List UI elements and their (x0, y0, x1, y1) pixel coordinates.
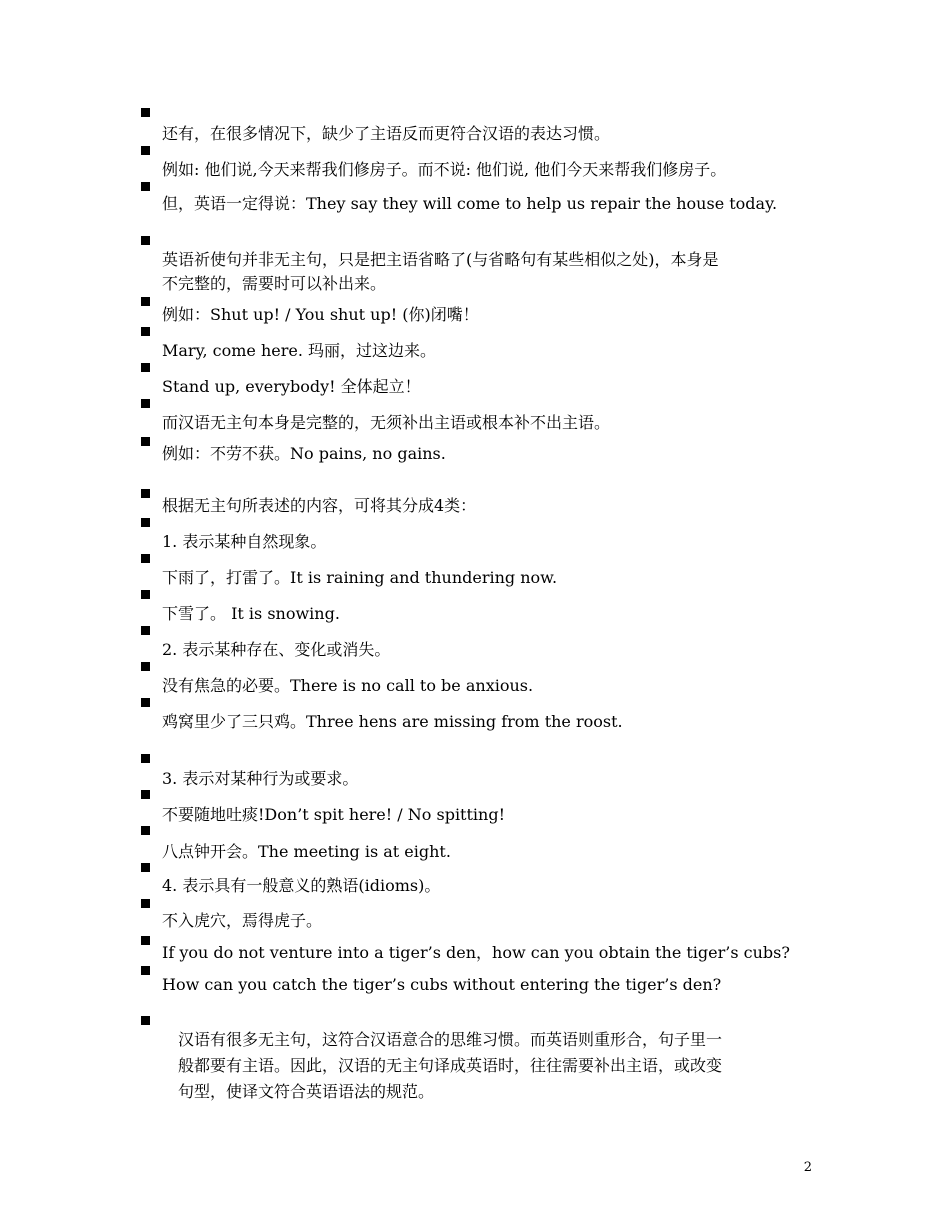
bullet (141, 899, 150, 908)
bullet (141, 826, 150, 835)
bullet (141, 966, 150, 975)
text-line: 句型，使译文符合英语语法的规范。 (178, 1082, 435, 1101)
text-line: 英语祈使句并非无主句，只是把主语省略了(与省略句有某些相似之处)，本身是 (162, 250, 719, 269)
text-line: 例如: 他们说,今天来帮我们修房子。而不说: 他们说, 他们今天来帮我们修房子。 (162, 160, 727, 179)
bullet (141, 554, 150, 563)
bullet (141, 626, 150, 635)
bullet (141, 363, 150, 372)
text-line: 4. 表示具有一般意义的熟语(idioms)。 (162, 876, 441, 895)
bullet (141, 863, 150, 872)
bullet (141, 108, 150, 117)
text-line: 下雨了，打雷了。It is raining and thundering now. (162, 568, 558, 587)
bullet (141, 399, 150, 408)
text-line: 下雪了。 It is snowing. (162, 604, 340, 623)
bullet (141, 790, 150, 799)
bullet (141, 327, 150, 336)
bullet (141, 182, 150, 191)
text-line: 不完整的，需要时可以补出来。 (162, 274, 387, 293)
bullet (141, 662, 150, 671)
text-line: 汉语有很多无主句，这符合汉语意合的思维习惯。而英语则重形合，句子里一 (178, 1030, 723, 1049)
text-line: 例如：不劳不获。No pains, no gains. (162, 444, 446, 463)
text-line: 3. 表示对某种行为或要求。 (162, 769, 359, 788)
text-line: 不要随地吐痰!Don’t spit here! / No spitting! (162, 805, 506, 824)
bullet (141, 698, 150, 707)
bullet (141, 146, 150, 155)
bullet (141, 518, 150, 527)
text-line: Mary, come here. 玛丽，过这边来。 (162, 341, 437, 360)
text-line: 般都要有主语。因此，汉语的无主句译成英语时，往往需要补出主语，或改变 (178, 1056, 723, 1075)
text-line: 还有，在很多情况下，缺少了主语反而更符合汉语的表达习惯。 (162, 124, 611, 143)
text-line: 没有焦急的必要。There is no call to be anxious. (162, 676, 534, 695)
bullet (141, 489, 150, 498)
text-line: 而汉语无主句本身是完整的，无须补出主语或根本补不出主语。 (162, 413, 611, 432)
text-line: 根据无主句所表述的内容，可将其分成4类： (162, 496, 477, 515)
text-line: 1. 表示某种自然现象。 (162, 532, 327, 551)
text-line: 鸡窝里少了三只鸡。Three hens are missing from the roost. (162, 712, 623, 731)
text-line: If you do not venture into a tiger’s den，how can you obtain the tiger’s cubs? (162, 943, 790, 962)
bullet (141, 437, 150, 446)
text-line: 不入虎穴，焉得虎子。 (162, 911, 323, 930)
text-line: 2. 表示某种存在、变化或消失。 (162, 640, 391, 659)
bullet (141, 936, 150, 945)
page-number: 2 (803, 1160, 812, 1175)
text-line: 但，英语一定得说：They say they will come to help us repair the house today. (162, 194, 778, 213)
bullet (141, 590, 150, 599)
bullet (141, 297, 150, 306)
text-line: Stand up, everybody! 全体起立！ (162, 377, 421, 396)
bullet (141, 236, 150, 245)
text-line: How can you catch the tiger’s cubs without entering the tiger’s den? (162, 975, 722, 994)
bullet (141, 754, 150, 763)
bullet (141, 1016, 150, 1025)
text-line: 例如：Shut up! / You shut up! (你)闭嘴！ (162, 305, 479, 324)
text-line: 八点钟开会。The meeting is at eight. (162, 842, 451, 861)
